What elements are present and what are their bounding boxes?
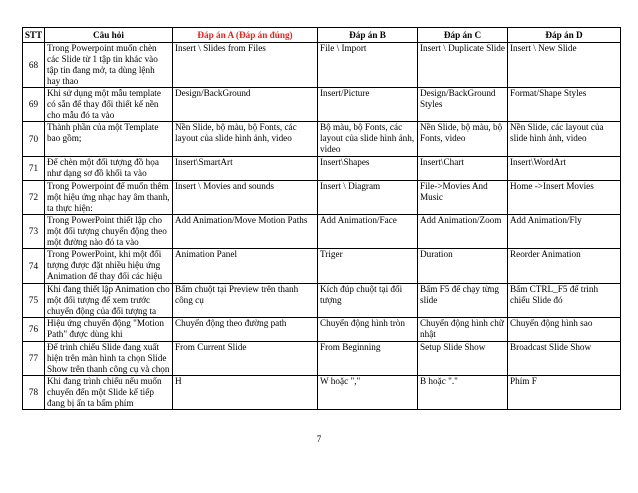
row-answer-c: Setup Slide Show <box>418 342 508 376</box>
row-answer-d: Add Animation/Fly <box>508 215 621 249</box>
row-answer-a: Chuyển động theo đường path <box>173 318 318 342</box>
row-answer-b: Insert\Shapes <box>318 157 418 181</box>
table-row <box>23 157 621 181</box>
row-stt: 76 <box>23 318 45 342</box>
row-stt: 75 <box>23 284 45 318</box>
row-answer-a: H <box>173 376 318 410</box>
row-stt: 70 <box>23 122 45 157</box>
row-question: Khi đang trình chiếu nếu muốn chuyển đến một Slide kế tiếp đang bị ấn ta bấm phím <box>45 376 173 410</box>
row-question: Hiệu ứng chuyển động "Motion Path" được dùng khi <box>45 318 173 342</box>
row-answer-b: From Beginning <box>318 342 418 376</box>
row-answer-b: Bộ màu, bộ Fonts, các layout của slide hình ảnh, video <box>318 122 418 157</box>
header-question: Câu hỏi <box>45 28 173 43</box>
header-answer-d: Đáp án D <box>508 28 621 43</box>
row-question: Thành phần của một Template bao gồm; <box>45 122 173 157</box>
row-answer-d: Broadcast Slide Show <box>508 342 621 376</box>
row-question: Trong PowerPoint thiết lập cho một đối tượng chuyển động theo một đường nào đó ta vào <box>45 215 173 249</box>
row-answer-a: Design/BackGround <box>173 88 318 122</box>
table-row <box>23 376 621 410</box>
table-row <box>23 181 621 215</box>
row-stt: 74 <box>23 249 45 284</box>
row-answer-c: Nền Slide, bộ màu, bộ Fonts, video <box>418 122 508 157</box>
row-question: Khi đang thiết lập Animation cho một đối tượng để xem trước chuyển động của đối tượng ta <box>45 284 173 318</box>
header-answer-c: Đáp án C <box>418 28 508 43</box>
row-question: Trong PowerPoint, khi một đối tượng được đặt nhiều hiệu ứng Animation để thay đổi các hiệu <box>45 249 173 284</box>
row-answer-a: Bấm chuột tại Preview trên thanh công cụ <box>173 284 318 318</box>
table-row <box>23 88 621 122</box>
row-question: Trong Powerpoint để muốn thêm một hiệu ứng nhạc hay âm thanh, ta thực hiện: <box>45 181 173 215</box>
header-row <box>23 28 621 43</box>
row-answer-a: Animation Panel <box>173 249 318 284</box>
row-answer-b: Insert/Picture <box>318 88 418 122</box>
row-answer-a: Nền Slide, bộ màu, bộ Fonts, các layout của slide hình ảnh, video <box>173 122 318 157</box>
row-stt: 69 <box>23 88 45 122</box>
row-answer-d: Phím F <box>508 376 621 410</box>
table-row <box>23 318 621 342</box>
row-answer-a: From Current Slide <box>173 342 318 376</box>
table-row <box>23 122 621 157</box>
row-answer-b: Kích đúp chuột tại đối tượng <box>318 284 418 318</box>
row-answer-c: Bấm F5 để chạy từng slide <box>418 284 508 318</box>
row-answer-b: Add Animation/Face <box>318 215 418 249</box>
row-answer-d: Format/Shape Styles <box>508 88 621 122</box>
row-answer-b: File \ Import <box>318 43 418 88</box>
row-question: Để trình chiếu Slide đang xuất hiện trên màn hình ta chọn Slide Show trên thanh công cụ và chọn <box>45 342 173 376</box>
row-stt: 68 <box>23 43 45 88</box>
row-answer-b: W hoặc "," <box>318 376 418 410</box>
row-answer-d: Reorder Animation <box>508 249 621 284</box>
row-question: Khi sử dụng một mẫu template có sẵn để thay đổi thiết kế nền cho mẫu đó ta vào <box>45 88 173 122</box>
row-answer-a: Insert \ Movies and sounds <box>173 181 318 215</box>
row-answer-d: Bấm CTRL_F5 để trình chiếu Slide đó <box>508 284 621 318</box>
row-answer-a: Insert \ Slides from Files <box>173 43 318 88</box>
header-stt: STT <box>23 28 45 43</box>
table-row <box>23 249 621 284</box>
row-answer-c: Add Animation/Zoom <box>418 215 508 249</box>
table-row <box>23 43 621 88</box>
header-answer-b: Đáp án B <box>318 28 418 43</box>
page-number: 7 <box>316 434 322 444</box>
row-answer-a: Insert\SmartArt <box>173 157 318 181</box>
row-answer-c: Duration <box>418 249 508 284</box>
row-answer-b: Triger <box>318 249 418 284</box>
row-stt: 72 <box>23 181 45 215</box>
row-answer-a: Add Animation/Move Motion Paths <box>173 215 318 249</box>
row-answer-c: B hoặc "." <box>418 376 508 410</box>
row-stt: 78 <box>23 376 45 410</box>
row-answer-b: Chuyển động hình tròn <box>318 318 418 342</box>
table-row <box>23 342 621 376</box>
question-table-container <box>22 27 620 410</box>
row-answer-d: Insert\WordArt <box>508 157 621 181</box>
header-answer-a: Đáp án A (Đáp án đúng) <box>173 28 318 43</box>
row-answer-d: Nền Slide, các layout của slide hình ảnh, video <box>508 122 621 157</box>
row-answer-c: Insert\Chart <box>418 157 508 181</box>
row-answer-c: File->Movies And Music <box>418 181 508 215</box>
row-question: Để chèn một đối tượng đồ họa như dạng sơ đồ khối ta vào <box>45 157 173 181</box>
row-stt: 73 <box>23 215 45 249</box>
row-stt: 71 <box>23 157 45 181</box>
table-row <box>23 215 621 249</box>
row-question: Trong Powerpoint muốn chèn các Slide từ 1 tập tin khác vào tập tin đang mở, ta dùng lệnh hay thao <box>45 43 173 88</box>
row-stt: 77 <box>23 342 45 376</box>
row-answer-d: Chuyển động hình sao <box>508 318 621 342</box>
row-answer-b: Insert \ Diagram <box>318 181 418 215</box>
row-answer-c: Insert \ Duplicate Slide <box>418 43 508 88</box>
row-answer-c: Design/BackGround Styles <box>418 88 508 122</box>
row-answer-c: Chuyển động hình chữ nhật <box>418 318 508 342</box>
question-table <box>22 27 621 410</box>
row-answer-d: Insert \ New Slide <box>508 43 621 88</box>
row-answer-d: Home ->Insert Movies <box>508 181 621 215</box>
table-row <box>23 284 621 318</box>
